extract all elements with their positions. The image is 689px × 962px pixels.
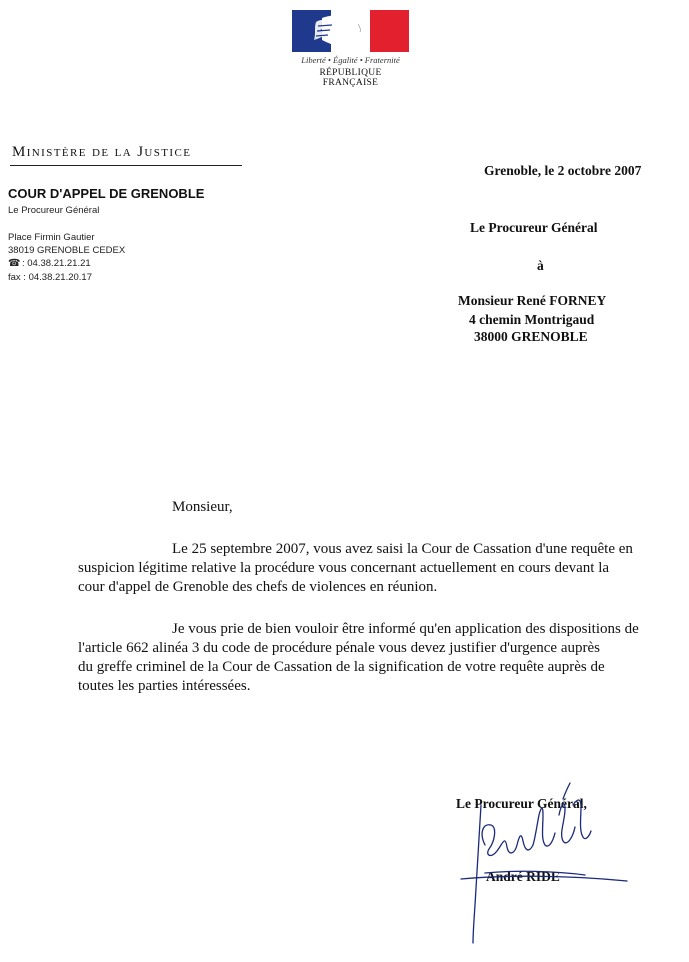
sender-phone-number: : 04.38.21.21.21 bbox=[22, 258, 91, 269]
paragraph-1 bbox=[78, 540, 676, 597]
sender-address-line1: Place Firmin Gautier bbox=[8, 232, 95, 243]
motto-text: Liberté • Égalité • Fraternité bbox=[301, 55, 400, 65]
republique-francaise-logo bbox=[292, 10, 409, 90]
sender-address-line2: 38019 GRENOBLE CEDEX bbox=[8, 245, 126, 256]
sender-phone bbox=[8, 258, 91, 269]
telephone-icon: ☎ bbox=[8, 258, 21, 269]
signatory-name: André RIDE bbox=[486, 869, 560, 884]
marianne-flag-icon bbox=[292, 10, 409, 52]
recipient-name: Monsieur René FORNEY bbox=[458, 293, 607, 308]
salutation: Monsieur, bbox=[172, 499, 233, 515]
to-word: à bbox=[537, 258, 544, 273]
paragraph-line: Je vous prie de bien vouloir être informé qu'en application des dispositions de bbox=[172, 621, 639, 637]
paragraph-line: toutes les parties intéressées. bbox=[78, 678, 251, 694]
signature-title: Le Procureur Général, bbox=[456, 796, 587, 811]
recipient-street: 4 chemin Montrigaud bbox=[469, 312, 595, 327]
republic-label: RÉPUBLIQUE FRANÇAISE bbox=[319, 68, 382, 88]
paragraph-line: cour d'appel de Grenoble des chefs de violences en réunion. bbox=[78, 579, 438, 595]
paragraph-line: suspicion légitime relative la procédure vous concernant actuellement en cours devant la bbox=[78, 560, 610, 576]
paragraph-line: Le 25 septembre 2007, vous avez saisi la Cour de Cassation d'une requête en bbox=[172, 541, 633, 557]
ministry-divider bbox=[10, 165, 242, 166]
recipient-city: 38000 GRENOBLE bbox=[474, 329, 588, 344]
court-name: COUR D'APPEL DE GRENOBLE bbox=[8, 186, 205, 201]
handwritten-signature bbox=[455, 775, 635, 950]
paragraph-line: l'article 662 alinéa 3 du code de procédure pénale vous devez justifier d'urgence auprès bbox=[78, 640, 600, 656]
paragraph-2 bbox=[78, 620, 676, 696]
sender-subtitle: Le Procureur Général bbox=[8, 205, 100, 216]
letter-date: Grenoble, le 2 octobre 2007 bbox=[484, 163, 642, 178]
sender-title: Le Procureur Général bbox=[470, 220, 598, 235]
sender-fax: fax : 04.38.21.20.17 bbox=[8, 272, 92, 283]
paragraph-line: du greffe criminel de la Cour de Cassation de la signification de votre requête auprès de bbox=[78, 659, 605, 675]
ministry-title: Ministère de la Justice bbox=[12, 144, 192, 160]
